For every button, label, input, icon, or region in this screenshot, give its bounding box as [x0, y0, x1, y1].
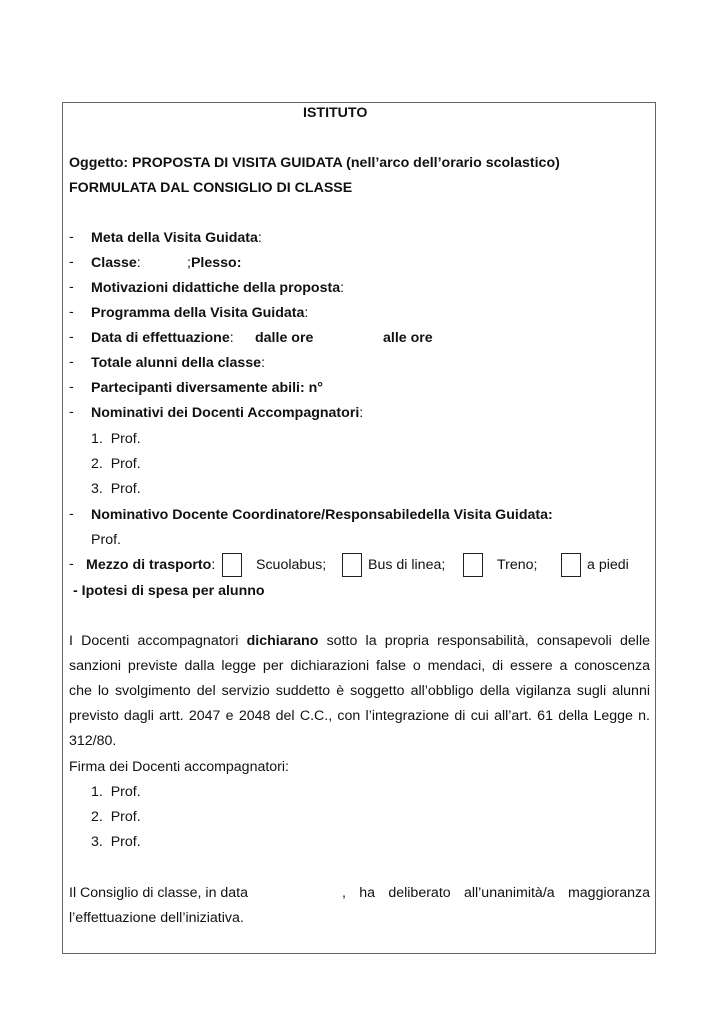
docente-prof: Prof. [110, 456, 141, 472]
field-totale [91, 354, 265, 372]
option-bus-di-linea: Bus di linea; [368, 557, 446, 573]
dichiarazione-rest: sotto la propria responsabilità, consapevoli delle [318, 633, 650, 649]
field-totale-label: Totale alunni della classe [91, 355, 262, 371]
checkbox-bus-di-linea[interactable] [342, 553, 362, 577]
dichiarazione-line-2 [69, 657, 650, 675]
colon: : [261, 355, 266, 371]
firma-prof: Prof. [110, 834, 141, 850]
colon: : [211, 557, 216, 573]
firma-prof: Prof. [110, 784, 141, 800]
dichiarazione-line-1 [69, 632, 650, 650]
istituto-heading: ISTITUTO [303, 105, 368, 121]
semicolon: ; [187, 255, 191, 271]
oggetto-line1: Oggetto: PROPOSTA DI VISITA GUIDATA (nell’arco dell’orario scolastico) [69, 155, 560, 171]
option-a-piedi: a piedi [587, 557, 629, 573]
bullet-dash: - [69, 506, 74, 522]
colon: : [304, 305, 309, 321]
field-data [91, 329, 234, 347]
field-plesso-label: Plesso: [190, 255, 242, 271]
field-meta [91, 229, 262, 247]
docente-prof: Prof. [110, 431, 141, 447]
field-mezzo [86, 556, 215, 574]
field-classe [91, 254, 141, 272]
consiglio-part1: Il Consiglio di classe, in data [69, 885, 249, 901]
bullet-dash: - [69, 304, 74, 320]
oggetto-line2: FORMULATA DAL CONSIGLIO DI CLASSE [69, 180, 353, 196]
firma-prof: Prof. [110, 809, 141, 825]
colon: : [359, 405, 364, 421]
field-coordinatore: Nominativo Docente Coordinatore/Responsabiledella Visita Guidata: [91, 507, 553, 523]
dichiarazione-pre: I Docenti accompagnatori [69, 633, 247, 649]
docente-prof: Prof. [110, 481, 141, 497]
docente-item-2: 2. Prof. [91, 456, 141, 472]
field-nominativi [91, 404, 363, 422]
docente-item-3: 3. Prof. [91, 481, 141, 497]
field-ipotesi: - Ipotesi di spesa per alunno [73, 583, 265, 599]
colon: : [340, 280, 345, 296]
checkbox-treno[interactable] [463, 553, 483, 577]
field-plesso [187, 254, 241, 272]
docente-item-1: 1. Prof. [91, 431, 141, 447]
bullet-dash: - [69, 354, 74, 370]
bullet-dash: - [69, 329, 74, 345]
dichiarano-bold: dichiarano [246, 633, 319, 649]
checkbox-a-piedi[interactable] [561, 553, 581, 577]
colon: : [257, 230, 262, 246]
dichiarazione-line-3 [69, 682, 650, 700]
firma-label: Firma dei Docenti accompagnatori: [69, 759, 290, 775]
field-meta-label: Meta della Visita Guidata [91, 230, 258, 246]
firma-item-3: 3. Prof. [91, 834, 141, 850]
bullet-dash: - [69, 254, 74, 270]
consiglio-line2: l’effettuazione dell’iniziativa. [69, 910, 244, 926]
dichiarazione-text: sanzioni previste dalla legge per dichiarazioni false o mendaci, di essere a conoscenza [69, 658, 650, 674]
field-programma [91, 304, 308, 322]
consiglio-part2: , ha deliberato all’unanimità/a maggioranza [342, 885, 650, 901]
field-nominativi-label: Nominativi dei Docenti Accompagnatori [91, 405, 360, 421]
bullet-dash: - [69, 556, 74, 572]
colon: : [229, 330, 234, 346]
field-motivazioni-label: Motivazioni didattiche della proposta [91, 280, 341, 296]
field-coordinatore-prof: Prof. [91, 532, 121, 548]
field-programma-label: Programma della Visita Guidata [91, 305, 305, 321]
field-classe-label: Classe [91, 255, 137, 271]
option-treno: Treno; [497, 557, 538, 573]
field-partecipanti: Partecipanti diversamente abili: n° [91, 380, 323, 396]
firma-item-1: 1. Prof. [91, 784, 141, 800]
dichiarazione-line-4 [69, 707, 650, 725]
field-data-label: Data di effettuazione [91, 330, 230, 346]
option-scuolabus: Scuolabus; [256, 557, 327, 573]
colon: : [136, 255, 141, 271]
firma-item-2: 2. Prof. [91, 809, 141, 825]
field-alle-ore: alle ore [383, 330, 433, 346]
field-motivazioni [91, 279, 344, 297]
field-mezzo-label: Mezzo di trasporto [86, 557, 212, 573]
dichiarazione-text: previsto dagli artt. 2047 e 2048 del C.C., con l’integrazione di cui all’art. 61 della Legge n. [69, 708, 650, 724]
checkbox-scuolabus[interactable] [222, 553, 242, 577]
bullet-dash: - [69, 279, 74, 295]
bullet-dash: - [69, 379, 74, 395]
dichiarazione-line-5: 312/80. [69, 733, 117, 749]
dichiarazione-text: che lo svolgimento del servizio suddetto è soggetto all’obbligo della vigilanza sugli alunni [69, 683, 650, 699]
field-dalle-ore: dalle ore [255, 330, 314, 346]
bullet-dash: - [69, 404, 74, 420]
bullet-dash: - [69, 229, 74, 245]
